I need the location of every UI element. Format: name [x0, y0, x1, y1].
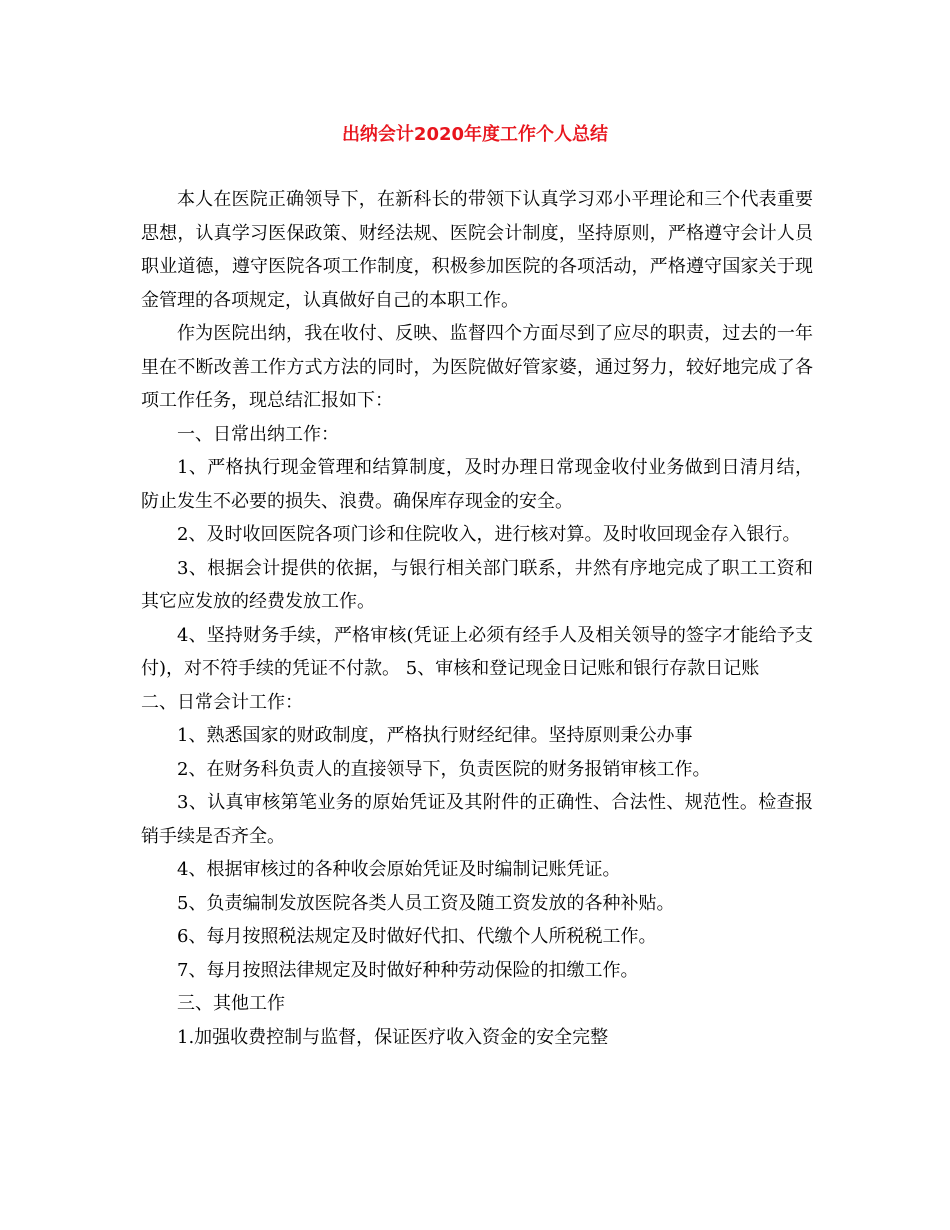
list-item: 1、严格执行现金管理和结算制度，及时办理日常现金收付业务做到日清月结，防止发生不必要的损失、浪费。确保库存现金的安全。	[141, 457, 813, 512]
section-heading-accounting: 二、日常会计工作：	[141, 691, 303, 713]
list-item: 2、及时收回医院各项门诊和住院收入，进行核对算。及时收回现金存入银行。	[177, 524, 801, 545]
list-item: 6、每月按照税法规定及时做好代扣、代缴个人所税税工作。	[177, 926, 657, 947]
list-item: 2、在财务科负责人的直接领导下，负责医院的财务报销审核工作。	[177, 758, 711, 780]
list-item: 1、熟悉国家的财政制度，严格执行财经纪律。坚持原则秉公办事	[177, 725, 693, 746]
section-heading-cashier: 一、日常出纳工作：	[177, 423, 339, 445]
list-item: 7、每月按照法律规定及时做好种种劳动保险的扣缴工作。	[177, 959, 639, 981]
list-item: 1.加强收费控制与监督，保证医疗收入资金的安全完整	[177, 1026, 609, 1048]
list-item: 4、根据审核过的各种收会原始凭证及时编制记账凭证。	[177, 859, 621, 880]
document-title: 出纳会计2020年度工作个人总结	[341, 124, 609, 145]
paragraph-summary: 作为医院出纳，我在收付、反映、监督四个方面尽到了应尽的职责，过去的一年里在不断改善工作方式方法的同时，为医院做好管家婆，通过努力，较好地完成了各项工作任务，现总结汇报如下：	[141, 323, 813, 411]
list-item: 4、坚持财务手续，严格审核(凭证上必须有经手人及相关领导的签字才能给予支付)，对不符手续的凭证不付款。 5、审核和登记现金日记账和银行存款日记账	[141, 624, 813, 679]
paragraph-intro: 本人在医院正确领导下，在新科长的带领下认真学习邓小平理论和三个代表重要思想，认真学习医保政策、财经法规、医院会计制度，坚持原则，严格遵守会计人员职业道德，遵守医院各项工作制度，积极参加医院的各项活动，严格遵守国家关于现金管理的各项规定，认真做好自己的本职工作。	[141, 189, 813, 311]
section-heading-other: 三、其他工作	[177, 993, 285, 1014]
list-item: 5、负责编制发放医院各类人员工资及随工资发放的各种补贴。	[177, 892, 675, 914]
list-item: 3、认真审核第笔业务的原始凭证及其附件的正确性、合法性、规范性。检查报销手续是否齐全。	[141, 792, 813, 847]
document-body	[141, 183, 813, 1054]
list-item: 3、根据会计提供的依据，与银行相关部门联系，井然有序地完成了职工工资和其它应发放的经费发放工作。	[141, 557, 813, 612]
